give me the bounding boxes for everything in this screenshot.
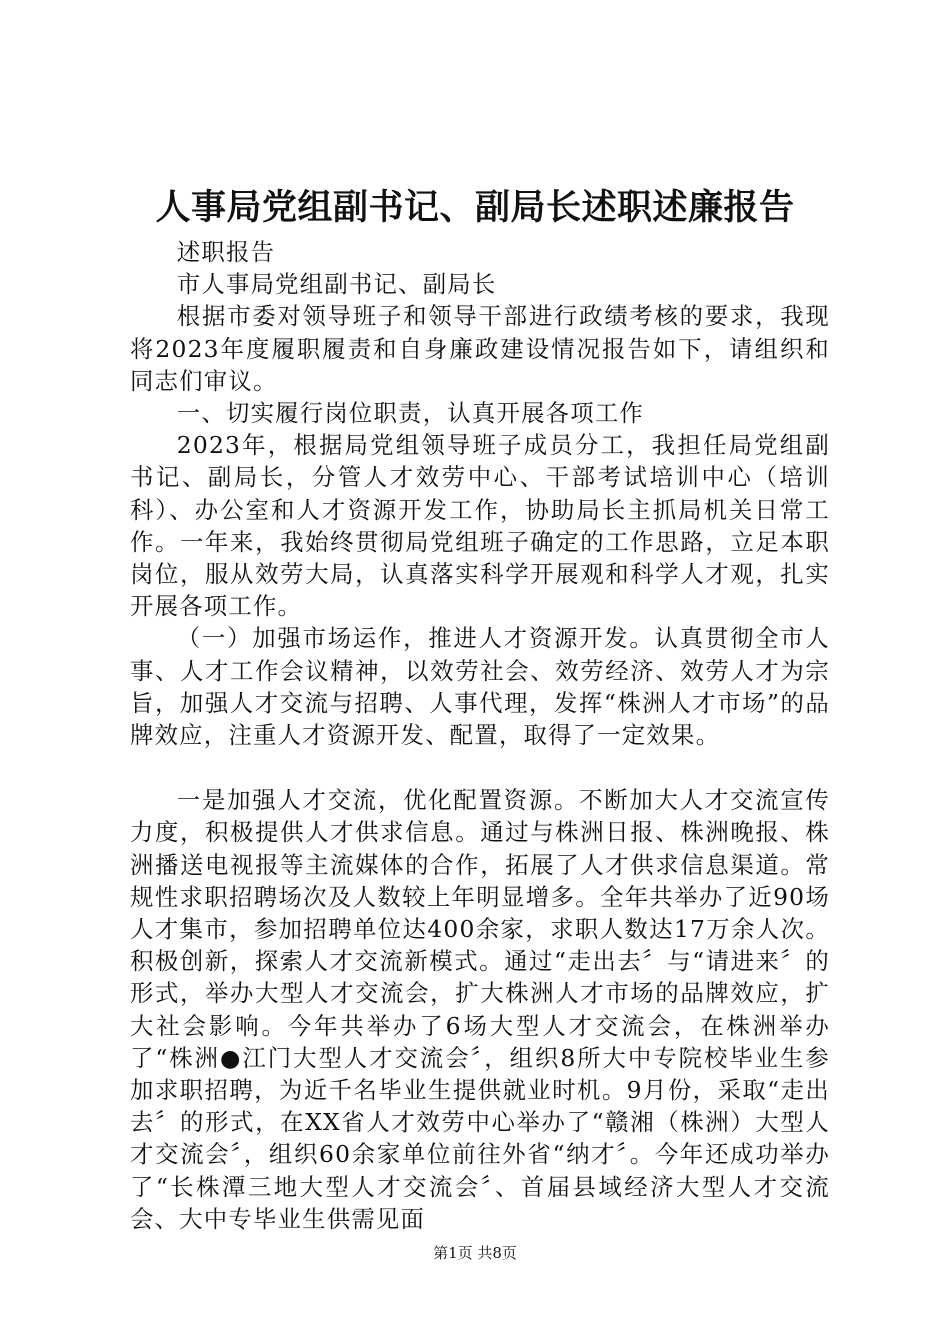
paragraph-subsection-1: （一）加强市场运作，推进人才资源开发。认真贯彻全市人事、人才工作会议精神，以效劳社会、效劳经济、效劳人才为宗旨，加强人才交流与招聘、人事代理，发挥“株洲人才市场”的品牌效应，注重人才资源开发、配置，取得了一定效果。 (130, 624, 830, 750)
page-indicator: 第1页 共8页 (433, 1244, 517, 1262)
paragraph-duties: 2023年，根据局党组领导班子成员分工，我担任局党组副书记、副局长，分管人才效劳中心、干部考试培训中心（培训科）、办公室和人才资源开发工作，协助局长主抓局机关日常工作。一年来，我始终贯彻局党组班子确定的工作思路，立足本职岗位，服从效劳大局，认真落实科学开展观和科学人才观，扎实开展各项工作。 (130, 431, 830, 621)
paragraph-author-position: 市人事局党组副书记、副局长 (176, 270, 497, 299)
section-heading-1: 一、切实履行岗位职责，认真开展各项工作 (176, 399, 645, 428)
paragraph-intro: 根据市委对领导班子和领导干部进行政绩考核的要求，我现将2023年度履职履责和自身廉政建设情况报告如下，请组织和同志们审议。 (130, 302, 830, 395)
document-title: 人事局党组副书记、副局长述职述廉报告 (155, 187, 795, 228)
paragraph-talent-exchange: 一是加强人才交流，优化配置资源。不断加大人才交流宣传力度，积极提供人才供求信息。通过与株洲日报、株洲晚报、株洲播送电视报等主流媒体的合作，拓展了人才供求信息渠道。常规性求职招聘场次及人数较上年明显增多。全年共举办了近90场人才集市，参加招聘单位达400余家，求职人数达17万余人次。积极创新，探索人才交流新模式。通过“走出去〞与“请进来〞的形式，举办大型人才交流会，扩大株洲人才市场的品牌效应，扩大社会影响。今年共举办了6场大型人才交流会，在株洲举办了“株洲●江门大型人才交流会〞，组织8所大中专院校毕业生参加求职招聘，为近千名毕业生提供就业时机。9月份，采取“走出去〞的形式，在XX省人才效劳中心举办了“赣湘（株洲）大型人才交流会〞，组织60余家单位前往外省“纳才〞。今年还成功举办了“长株潭三地大型人才交流会〞、首届县域经济大型人才交流会、大中专毕业生供需见面 (130, 786, 830, 1233)
document-body (130, 236, 830, 1235)
paragraph-report-label: 述职报告 (176, 238, 276, 266)
